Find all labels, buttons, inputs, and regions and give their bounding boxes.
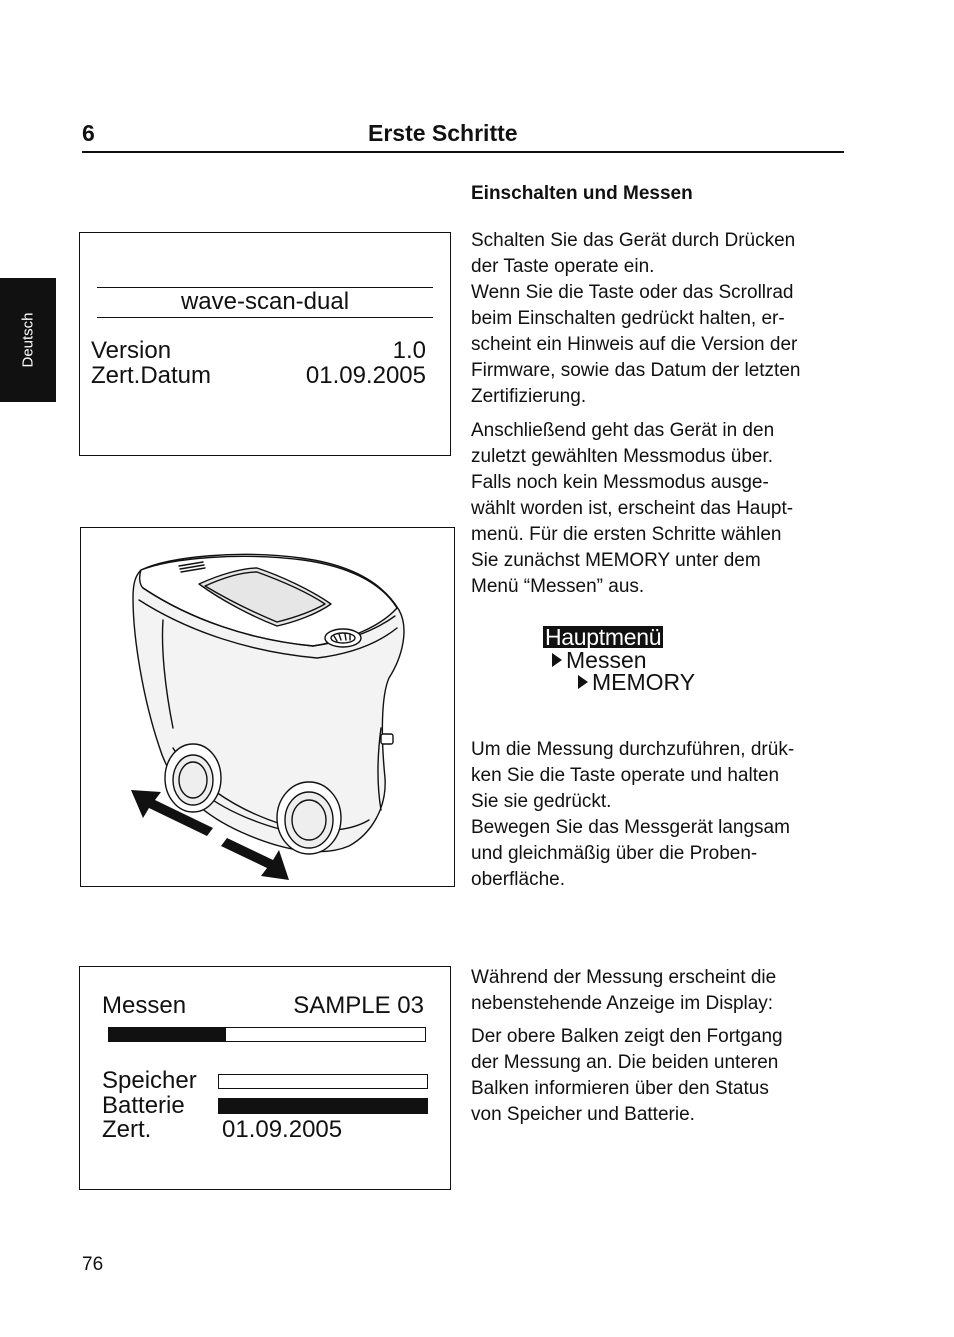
language-tab-label: Deutsch: [19, 312, 37, 368]
text-line: menü. Für die ersten Schritte wählen: [471, 524, 782, 545]
cert-value: 01.09.2005: [222, 1116, 343, 1143]
text-block-menu: [471, 418, 851, 600]
text-line: von Speicher und Batterie.: [471, 1104, 695, 1125]
text-line: wählt worden ist, erscheint das Haupt-: [471, 498, 794, 519]
text-line: Schalten Sie das Gerät durch Drücken: [471, 230, 796, 251]
cert-date-label: Zert.Datum: [91, 362, 212, 389]
text-line: scheint ein Hinweis auf die Version der: [471, 334, 798, 355]
battery-label: Batterie: [102, 1092, 185, 1119]
menu-item-label: MEMORY: [592, 669, 696, 695]
battery-bar: [218, 1098, 428, 1114]
header-rule: [82, 151, 844, 153]
text-line: ken Sie die Taste operate und halten: [471, 765, 780, 786]
chapter-title: Erste Schritte: [368, 120, 518, 146]
mode-label: Messen: [102, 992, 187, 1019]
text-line: Während der Messung erscheint die: [471, 967, 777, 988]
text-line: Zertifizierung.: [471, 386, 587, 407]
device-drawing: [81, 528, 453, 885]
text-line: oberfläche.: [471, 869, 566, 890]
chapter-number: 6: [82, 120, 95, 146]
menu-item-messen: [552, 649, 647, 671]
version-value: 1.0: [392, 337, 426, 364]
sample-label: SAMPLE 03: [293, 992, 424, 1019]
text-line: Menü “Messen” aus.: [471, 576, 645, 597]
text-line: nebenstehende Anzeige im Display:: [471, 993, 774, 1014]
startup-display: [79, 232, 451, 456]
text-line: Sie zunächst MEMORY unter dem: [471, 550, 761, 571]
battery-bar-fill: [219, 1099, 427, 1113]
memory-label: Speicher: [102, 1067, 197, 1094]
text-line: Sie sie gedrückt.: [471, 791, 612, 812]
page-number: 76: [82, 1254, 104, 1275]
text-block-measure: [471, 737, 851, 893]
text-line: und gleichmäßig über die Proben-: [471, 843, 758, 864]
text-line: Um die Messung durchzuführen, drük-: [471, 739, 795, 760]
text-line: Balken informieren über den Status: [471, 1078, 769, 1099]
text-line: Falls noch kein Messmodus ausge-: [471, 472, 769, 493]
text-line: Anschließend geht das Gerät in den: [471, 420, 775, 441]
language-tab: [0, 278, 56, 402]
menu-title: Hauptmenü: [545, 624, 662, 650]
progress-bar: [108, 1027, 426, 1042]
text-line: Bewegen Sie das Messgerät langsam: [471, 817, 790, 838]
text-block-display-info: [471, 965, 851, 1017]
device-illustration: [80, 527, 455, 887]
text-line: Wenn Sie die Taste oder das Scrollrad: [471, 282, 794, 303]
version-label: Version: [91, 337, 172, 364]
main-menu-display: [542, 624, 742, 696]
progress-bar-fill: [109, 1028, 226, 1041]
memory-bar: [218, 1074, 428, 1089]
text-line: beim Einschalten gedrückt halten, er-: [471, 308, 785, 329]
measurement-display: [79, 966, 451, 1190]
display-rule-bottom: [97, 317, 433, 318]
triangle-right-icon: [578, 675, 588, 689]
text-line: Firmware, sowie das Datum der letzten: [471, 360, 801, 381]
text-block-bars: [471, 1024, 851, 1128]
triangle-right-icon: [552, 653, 562, 667]
text-line: Der obere Balken zeigt den Fortgang: [471, 1026, 783, 1047]
text-line: der Messung an. Die beiden unteren: [471, 1052, 779, 1073]
menu-item-memory: [578, 671, 695, 693]
text-line: der Taste operate ein.: [471, 256, 655, 277]
device-name: wave-scan-dual: [180, 288, 350, 315]
cert-date-value: 01.09.2005: [305, 362, 426, 389]
text-line: zuletzt gewählten Messmodus über.: [471, 446, 774, 467]
text-block-power-on: [471, 228, 851, 410]
cert-label: Zert.: [102, 1116, 152, 1143]
menu-item-label: Messen: [566, 647, 647, 673]
section-heading: Einschalten und Messen: [471, 183, 693, 204]
